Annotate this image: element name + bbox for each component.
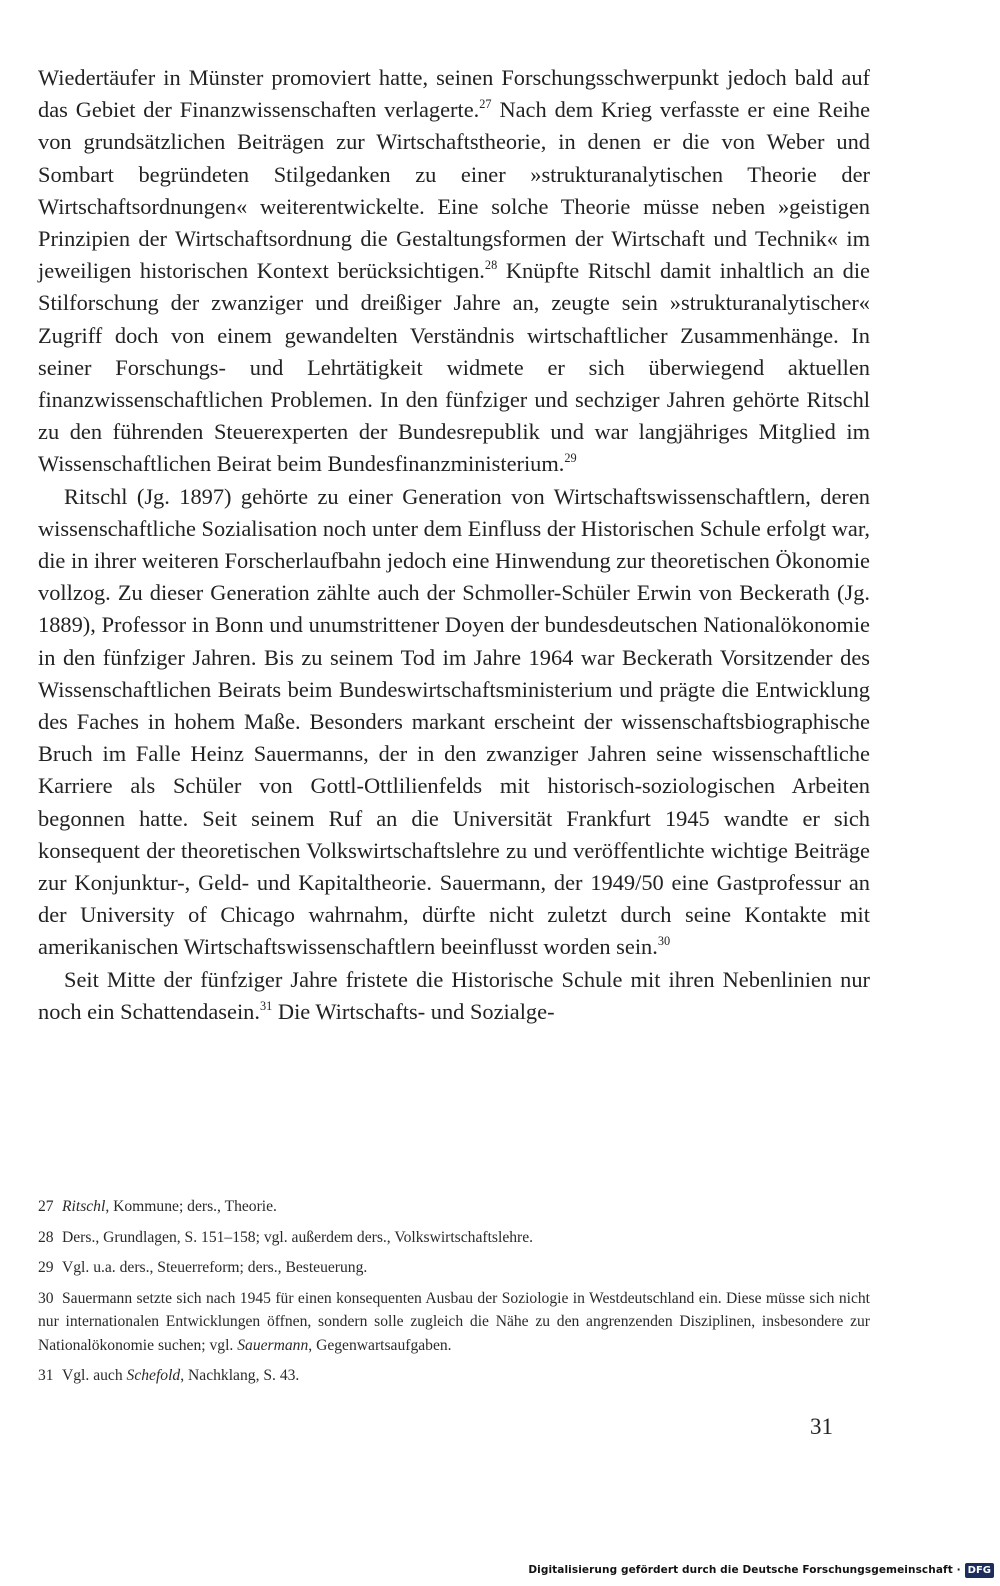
paragraph-1 (38, 62, 870, 481)
footnote-ref: 28 (484, 257, 498, 272)
text-run: Ritschl (Jg. 1897) gehörte zu einer Generation von Wirtschaftswissenschaftlern, deren wissenschaftliche Sozialisation noch unter dem Einfluss der Historischen Schule erfolgt war, die in ihrer weiteren Forscherlaufbahn jedoch eine Hinwendung zur theoretischen Ökonomie vollzog. Zu dieser Generation zählte auch der Schmoller-Schüler Erwin von Beckerath (Jg. 1889), Professor in Bonn und unumstrittener Doyen der bundesdeutschen Nationalökonomie in den fünfziger Jahren. Bis zu seinem Tod im Jahre 1964 war Beckerath Vorsitzender des Wissenschaftlichen Beirats beim Bundeswirtschaftsministerium und prägte die Entwicklung des Faches in hohem Maße. Besonders markant erscheint der wissenschaftsbiographische Bruch im Falle Heinz Sauermanns, der in den zwanziger Jahren seine wissenschaftliche Karriere als Schüler von Gottl-Ottlilienfelds mit historisch-soziologischen Arbeiten begonnen hatte. Seit seinem Ruf an die Universität Frankfurt 1945 wandte er sich konsequent der theoretischen Volkswirtschaftslehre zu und veröffentlichte wichtige Beiträge zur Konjunktur-, Geld- und Kapitaltheorie. Sauermann, der 1949/50 eine Gastprofessur an der University of Chicago wahrnahm, dürfte nicht zuletzt durch seine Kontakte mit amerikanischen Wirtschaftswissenschaftlern beeinflusst worden sein. (38, 483, 870, 960)
paragraph-2 (38, 481, 870, 964)
text-run: Sauermann setzte sich nach 1945 für einen konsequenten Ausbau der Soziologie in Westdeutschland ein. Diese müsse sich nicht nur internationalen Entwicklungen öffnen, sondern solle zugleich die Nähe zu den angrenzenden Disziplinen, insbesondere zur Nationalökonomie suchen; vgl. (38, 1289, 870, 1354)
footnote-ref: 27 (479, 96, 492, 111)
footnote-number: 27 (38, 1198, 54, 1215)
footnote-number: 30 (38, 1289, 54, 1307)
footnote-30 (38, 1287, 870, 1358)
footnote-ref: 30 (657, 934, 671, 949)
text-run: , Kommune; ders., Theorie. (105, 1198, 277, 1215)
footnote-29 (38, 1256, 870, 1280)
text-run: Vgl. auch (62, 1367, 127, 1384)
italic-author: Ritschl (62, 1198, 106, 1215)
page-number: 31 (810, 1414, 833, 1439)
text-run: Die Wirtschafts- und Sozialge- (272, 998, 555, 1024)
italic-author: Sauermann (237, 1336, 309, 1354)
text-run: Knüpfte Ritschl damit inhaltlich an die Stilforschung der zwanziger und dreißiger Jahre an, zeugte sein »strukturanalytischer« Zugriff doch von einem gewandelten Verständnis wirtschaftlicher Zusammenhänge. In seiner Forschungs- und Lehrtätigkeit widmete er sich überwiegend aktuellen finanzwissenschaftlichen Problemen. In den fünfziger und sechziger Jahren gehörte Ritschl zu den führenden Steuerexperten der Bundesrepublik und war langjähriges Mitglied im Wissenschaftlichen Beirat beim Bundesfinanzministerium. (38, 258, 870, 477)
text-run: , Gegenwartsaufgaben. (308, 1336, 452, 1354)
italic-author: Schefold (126, 1367, 181, 1384)
main-text (38, 62, 870, 1028)
footnote-number: 31 (38, 1367, 54, 1384)
footnote-28 (38, 1226, 870, 1250)
dfg-logo: DFG (965, 1563, 994, 1578)
footnotes (38, 1195, 870, 1395)
text-run: , Nachklang, S. 43. (180, 1367, 300, 1384)
text-run: Wiedertäufer in Münster promoviert hatte, seinen Forschungsschwerpunkt jedoch bald auf das Gebiet der Finanzwissenschaften verlagerte. (38, 65, 870, 123)
paragraph-3 (38, 964, 870, 1028)
footnote-ref: 29 (564, 451, 577, 466)
funding-footer (528, 1560, 994, 1580)
footnote-ref: 31 (259, 998, 273, 1013)
text-run: Vgl. u.a. ders., Steuerreform; ders., Besteuerung. (62, 1259, 368, 1276)
text-run: Nach dem Krieg verfasste er eine Reihe von grundsätzlichen Beiträgen zur Wirtschaftstheorie, in denen er die von Weber und Sombart begründeten Stilgedanken zu einer »strukturanalytischen Theorie der Wirtschaftsordnungen« weiterentwickelte. Eine solche Theorie müsse neben »geistigen Prinzipien der Wirtschaftsordnung die Gestaltungsformen der Wirtschaft und Technik« im jeweiligen historischen Kontext berücksichtigen. (38, 97, 871, 284)
footnote-number: 28 (38, 1228, 54, 1246)
footnote-27 (38, 1195, 870, 1219)
footnote-31 (38, 1364, 870, 1388)
text-run: Seit Mitte der fünfziger Jahre fristete die Historische Schule mit ihren Nebenlinien nur noch ein Schattendasein. (38, 966, 870, 1024)
footnote-number: 29 (38, 1259, 54, 1276)
text-run: Ders., Grundlagen, S. 151–158; vgl. außerdem ders., Volkswirtschaftslehre. (62, 1228, 534, 1246)
funding-note: Digitalisierung gefördert durch die Deutsche Forschungsgemeinschaft · (528, 1564, 961, 1576)
